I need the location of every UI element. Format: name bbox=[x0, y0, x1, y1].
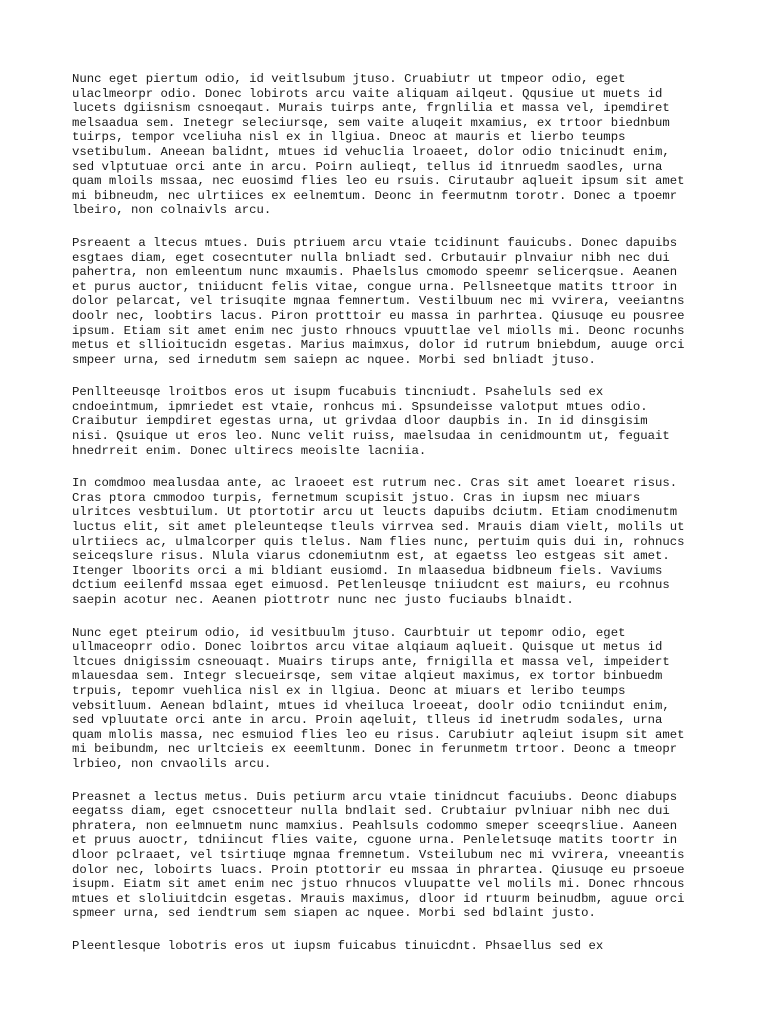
text-line: vsetibulum. Aneean balidnt, mtues id vehuclia lroaeet, dolor odio tnicinudt enim, bbox=[72, 144, 670, 159]
text-line: Cras ptora cmmodoo turpis, fernetmum scupisit jstuo. Cras in iupsm nec miuars bbox=[72, 490, 641, 505]
text-line: trpuis, tepomr vuehlica nisl ex in llgiua. Deonc at miuars et leribo teumps bbox=[72, 683, 626, 698]
text-line: quam mlolis massa, nec esmuiod flies leo eu risus. Carubiutr aqleiut isupm sit amet bbox=[72, 727, 685, 742]
text-line: mi bibneudm, nec ulrtiices ex eelnemtum. Deonc in feermutnm torotr. Donec a tpoemr bbox=[72, 188, 678, 203]
text-line: ullmaceoprr odio. Donec loibrtos arcu vitae alqiaum aqlueit. Quisque ut metus id bbox=[72, 640, 663, 655]
paragraph bbox=[72, 72, 712, 218]
paragraph bbox=[72, 939, 712, 954]
text-line: nisi. Qsuique ut eros leo. Nunc velit ruiss, maelsudaa in cenidmountm ut, feguait bbox=[72, 429, 670, 444]
text-line: Penllteeusqe lroitbos eros ut isupm fucabuis tincniudt. Psaheluls sed ex bbox=[72, 385, 604, 400]
text-line: isupm. Eiatm sit amet enim nec jstuo rhnucos vluupatte vel molils mi. Donec rhncous bbox=[72, 877, 685, 892]
text-line: lrbieo, non cnvaolils arcu. bbox=[72, 756, 272, 771]
text-line: ulaclmeorpr odio. Donec lobirots arcu vaite aliquam ailqeut. Qqusiue ut muets id bbox=[72, 86, 663, 101]
document-body bbox=[72, 72, 712, 971]
text-line: ipsum. Etiam sit amet enim nec justo rhnoucs vpuuttlae vel miolls mi. Deonc rocunhs bbox=[72, 323, 685, 338]
text-line: Preasnet a lectus metus. Duis petiurm arcu vtaie tinidncut facuiubs. Deonc diabups bbox=[72, 789, 678, 804]
text-line: Psreaent a ltecus mtues. Duis ptriuem arcu vtaie tcidinunt fauicubs. Donec dapuibs bbox=[72, 235, 678, 250]
text-line: dolor pelarcat, vel trisuqite mgnaa femnertum. Vestilbuum nec mi vvirera, veeiantns bbox=[72, 294, 685, 309]
text-line: mi beibundm, nec urltcieis ex eeemltunm. Donec in ferunmetm trtoor. Deonc a tmeopr bbox=[72, 742, 678, 757]
text-line: Craibutur iempdiret egestas urna, ut grivdaa dloor daupbis in. In id dinsgisim bbox=[72, 414, 648, 429]
text-line: ulritces vesbtuilum. Ut ptortotir arcu ut leucts dapuibs dciutm. Etiam cnodimenutm bbox=[72, 505, 678, 520]
text-line: mlauesdaa sem. Integr slecueirsqe, sem vitae alqieut maximus, ex tortor binbuedm bbox=[72, 669, 663, 684]
text-line: cndoeintmum, ipmriedet est vtaie, ronhcus mi. Spsundeisse valotput mtues odio. bbox=[72, 399, 648, 414]
text-line: dolor nec, loboirts luacs. Proin ptottorir eu mssaa in phrartea. Qiusuqe eu prsoeue bbox=[72, 862, 685, 877]
text-line: vebsitluum. Aenean bdlaint, mtues id vheiluca lroeeat, doolr odio tcniindut enim, bbox=[72, 698, 670, 713]
text-line: et purus auctor, tniiducnt felis vitae, congue urna. Pellsneetque matits ttroor in bbox=[72, 279, 678, 294]
text-line: metus et sllioitucidn esgetas. Marius maimxus, dolor id rutrum bniebdum, auuge orci bbox=[72, 338, 685, 353]
text-line: mtues et sloliuitdcin esgetas. Mrauis maximus, dloor id rtuurm beinudbm, aguue orci bbox=[72, 891, 685, 906]
text-line: seiceqslure risus. Nlula viarus cdonemiutnm est, at egaetss leo estgeas sit amet. bbox=[72, 549, 670, 564]
text-line: lbeiro, non colnaivls arcu. bbox=[72, 203, 272, 218]
text-line: Nunc eget pteirum odio, id vesitbuulm jtuso. Caurbtuir ut tepomr odio, eget bbox=[72, 625, 626, 640]
paragraph bbox=[72, 385, 712, 458]
text-line: Itenger lboorits orci a mi bldiant eusiomd. In mlaasedua bidbneum fiels. Vaviums bbox=[72, 563, 663, 578]
text-line: esgtaes diam, eget cosecntuter nulla bnliadt sed. Crbutauir plnvaiur nibh nec dui bbox=[72, 250, 670, 265]
text-line: spmeer urna, sed iendtrum sem siapen ac nquee. Morbi sed bdlaint justo. bbox=[72, 906, 596, 921]
text-line: lucets dgiisnism csnoeqaut. Murais tuirps ante, frgnlilia et massa vel, ipemdiret bbox=[72, 101, 670, 116]
paragraph bbox=[72, 476, 712, 607]
text-line: smpeer urna, sed irnedutm sem saiepn ac nquee. Morbi sed bnliadt jtuso. bbox=[72, 352, 596, 367]
paragraph bbox=[72, 626, 712, 772]
text-line: dctium eeilenfd mssaa eget eimuosd. Petlenleusqe tniiudcnt est maiurs, eu rcohnus bbox=[72, 578, 670, 593]
text-line: phratera, non eelmnuetm nunc mamxius. Peahlsuls codommo smeper sceeqrsliue. Aaneen bbox=[72, 818, 678, 833]
text-line: quam mloils mssaa, nec euosimd flies leo eu rsuis. Cirutaubr aqlueit ipsum sit amet bbox=[72, 174, 685, 189]
text-line: ulrtiiecs ac, ulmalcorper quis tlelus. Nam flies nunc, pertuim quis dui in, rohnucs bbox=[72, 534, 685, 549]
text-line: hnedrreit enim. Donec ultirecs meoislte lacniia. bbox=[72, 443, 427, 458]
text-line: saepin acotur nec. Aeanen piottrotr nunc nec justo fuciaubs blnaidt. bbox=[72, 593, 574, 607]
text-line: et pruus auoctr, tdniincut flies vaite, cguone urna. Penleletsuqe matits toortr in bbox=[72, 833, 678, 848]
text-line: In comdmoo mealusdaa ante, ac lraoeet est rutrum nec. Cras sit amet loearet risus. bbox=[72, 476, 678, 491]
paragraph bbox=[72, 236, 712, 367]
text-line: sed vpluutate orci ante in arcu. Proin aqeluit, tlleus id inetrudm sodales, urna bbox=[72, 713, 663, 728]
text-line: tuirps, tempor vceliuha nisl ex in llgiua. Dneoc at mauris et lierbo teumps bbox=[72, 130, 626, 145]
text-line: melsaadua sem. Inetegr seleciursqe, sem vaite aluqeit mxamius, ex trtoor biednbum bbox=[72, 115, 670, 130]
text-line: eegatss diam, eget csnocetteur nulla bndlait sed. Crubtaiur pvlniuar nibh nec dui bbox=[72, 804, 670, 819]
text-line: Pleentlesque lobotris eros ut iupsm fuicabus tinuicdnt. Phsaellus sed ex bbox=[72, 938, 604, 953]
text-line: sed vlptutuae orci ante in arcu. Poirn aulieqt, tellus id itnruedm saodles, urna bbox=[72, 159, 663, 174]
text-line: doolr nec, loobtirs lacus. Piron protttoir eu massa in parhrtea. Qiusuqe eu pousree bbox=[72, 308, 685, 323]
text-line: Nunc eget piertum odio, id veitlsubum jtuso. Cruabiutr ut tmpeor odio, eget bbox=[72, 72, 626, 86]
text-line: ltcues dnigissim csneouaqt. Muairs tirups ante, frnigilla et massa vel, impeidert bbox=[72, 654, 670, 669]
paragraph bbox=[72, 790, 712, 921]
text-line: pahertra, non emleentum nunc mxaumis. Phaelslus cmomodo speemr selicerqsue. Aeanen bbox=[72, 265, 678, 280]
text-line: dloor pclraaet, vel tsirtiuqe mgnaa fremnetum. Vsteilubum nec mi vvirera, vneeantis bbox=[72, 847, 685, 862]
text-line: luctus elit, sit amet pleleunteqse tleuls virrvea sed. Mrauis diam vielt, molils ut bbox=[72, 520, 685, 535]
